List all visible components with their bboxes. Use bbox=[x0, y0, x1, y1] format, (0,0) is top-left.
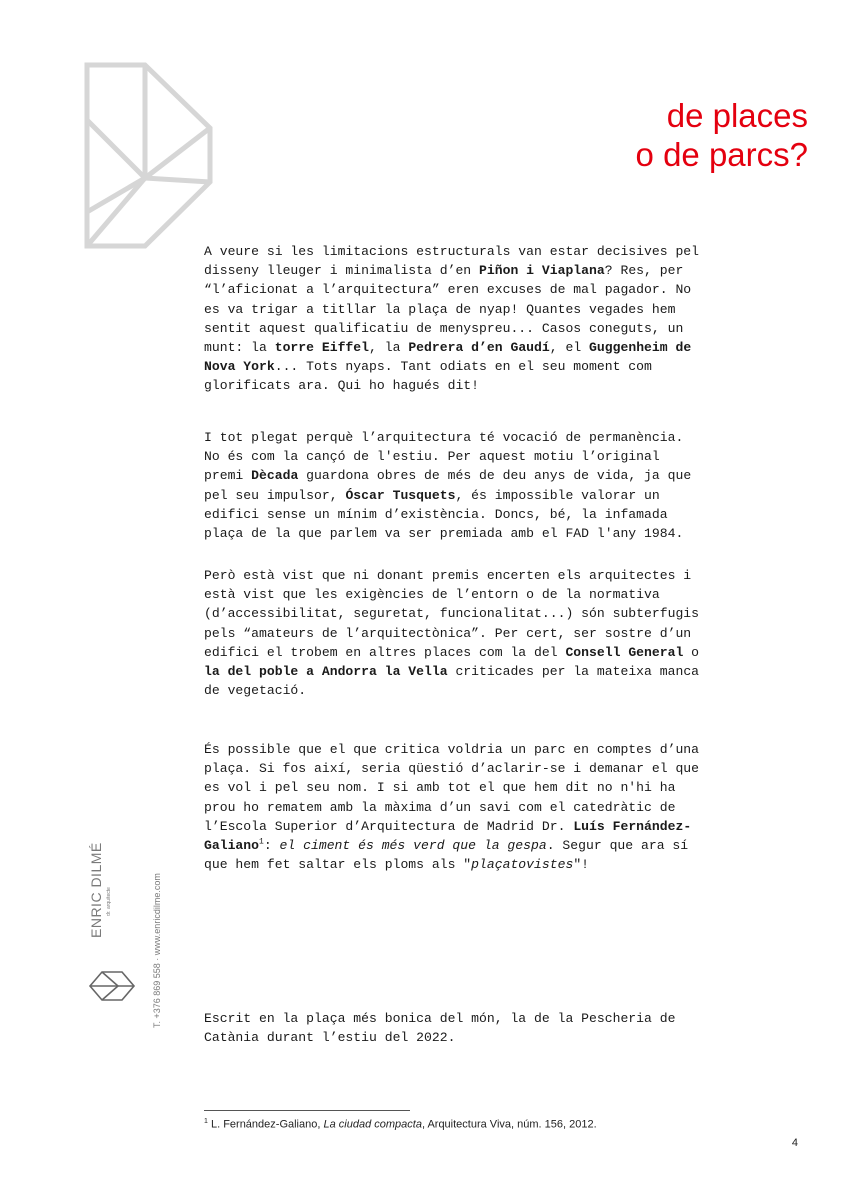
italic-text: el ciment és més verd que la gespa bbox=[279, 838, 547, 854]
text-line: es va trigar a titllar la plaça de nyap! Quantes vegades hem bbox=[204, 301, 676, 317]
text-line: que hem fet saltar els ploms als "plaçatovistes"! bbox=[204, 857, 590, 873]
text-line: Catània durant l’estiu del 2022. bbox=[204, 1030, 456, 1046]
paragraph-1 bbox=[204, 242, 699, 396]
text-line: la del poble a Andorra la Vella criticades per la mateixa manca bbox=[204, 664, 700, 680]
text-line: edifici sense un mínim d’existència. Doncs, bé, la infamada bbox=[204, 506, 668, 522]
bold-text: torre Eiffel bbox=[274, 340, 370, 356]
text-line: No és com la cançó de l'estiu. Per aquest motiu l’original bbox=[204, 449, 660, 465]
text-line: l’Escola Superior d’Arquitectura de Madrid Dr. Luís Fernández- bbox=[204, 818, 692, 834]
brand-name: ENRIC DILMÉ bbox=[88, 842, 104, 938]
contact-info: T. +376 869 558 · www.enricdilme.com bbox=[152, 873, 162, 1028]
text-line: sentit aquest qualificatiu de menyspreu... Casos coneguts, un bbox=[204, 320, 684, 336]
text-line: Escrit en la plaça més bonica del món, la de la Pescheria de bbox=[204, 1011, 676, 1026]
logo-mark-small bbox=[88, 968, 136, 1002]
page-number: 4 bbox=[791, 1137, 798, 1149]
footnote-title: La ciudad compacta bbox=[323, 1118, 422, 1131]
italic-text: plaçatovistes bbox=[471, 857, 574, 873]
paragraph-4 bbox=[204, 740, 699, 874]
bold-text: Pedrera d’en Gaudí bbox=[408, 340, 550, 356]
bold-text: Nova York bbox=[204, 359, 275, 375]
title-line-2: o de parcs? bbox=[635, 136, 808, 173]
footnote-suffix: , Arquitectura Viva, núm. 156, 2012. bbox=[421, 1118, 597, 1131]
bold-text: Óscar Tusquets bbox=[345, 487, 456, 503]
footnote bbox=[204, 1118, 597, 1131]
text-line: prou ho rematem amb la màxima d’un savi com el catedràtic de bbox=[204, 799, 676, 815]
text-line: pels “amateurs de l’arquitectònica”. Per cert, ser sostre d’un bbox=[204, 625, 692, 641]
closing-note bbox=[204, 1009, 675, 1047]
paragraph-2 bbox=[204, 428, 691, 543]
footnote-reference: 1 bbox=[259, 837, 264, 847]
text-line: pel seu impulsor, Óscar Tusquets, és impossible valorar un bbox=[204, 487, 660, 503]
text-line: Nova York... Tots nyaps. Tant odiats en el seu moment com bbox=[204, 359, 652, 375]
paragraph-3 bbox=[204, 566, 699, 700]
footnote-divider bbox=[204, 1110, 410, 1111]
bold-text: Guggenheim de bbox=[589, 340, 692, 356]
text-line: edifici el trobem en altres places com la del Consell General o bbox=[204, 644, 700, 660]
sidebar-branding bbox=[88, 840, 178, 1100]
text-line: A veure si les limitacions estructurals van estar decisives pel bbox=[204, 244, 700, 259]
text-line: “l’aficionat a l’arquitectura” eren excuses de mal pagador. No bbox=[204, 282, 692, 298]
bold-text: la del poble a Andorra la Vella bbox=[204, 664, 448, 680]
text-line: de vegetació. bbox=[204, 683, 307, 699]
text-line: disseny lleuger i minimalista d’en Piñon i Viaplana? Res, per bbox=[204, 263, 684, 279]
bold-text: Luís Fernández- bbox=[573, 818, 692, 834]
brand-subtitle: dr. arquitecte bbox=[106, 887, 112, 916]
bold-text: Piñon i Viaplana bbox=[479, 263, 605, 279]
text-line: està vist que les exigències de l’entorn o de la normativa bbox=[204, 587, 660, 603]
page-title bbox=[448, 96, 808, 174]
text-line: És possible que el que critica voldria un parc en comptes d’una bbox=[204, 742, 700, 757]
footnote-prefix: L. Fernández-Galiano, bbox=[207, 1118, 324, 1131]
bold-text: Dècada bbox=[251, 468, 299, 484]
text-line: I tot plegat perquè l’arquitectura té vocació de permanència. bbox=[204, 430, 684, 445]
text-line: plaça de la que parlem va ser premiada amb el FAD l'any 1984. bbox=[204, 526, 684, 542]
text-line: es vol i pel seu nom. I si amb tot el que hem dit no n'hi ha bbox=[204, 780, 676, 796]
bold-text: Consell General bbox=[565, 644, 684, 660]
text-line: premi Dècada guardona obres de més de deu anys de vida, ja que bbox=[204, 468, 692, 484]
text-line: plaça. Si fos així, seria qüestió d’aclarir-se i demanar el que bbox=[204, 761, 700, 777]
title-line-1: de places bbox=[666, 97, 808, 134]
text-line: Però està vist que ni donant premis encerten els arquitectes i bbox=[204, 568, 692, 583]
text-line: munt: la torre Eiffel, la Pedrera d’en Gaudí, el Guggenheim de bbox=[204, 340, 692, 356]
text-line: (d’accessibilitat, seguretat, funcionalitat...) són subterfugis bbox=[204, 606, 700, 622]
text-line: Galiano$^1$: el ciment és més verd que la gespa. Segur que ara sí bbox=[204, 837, 689, 854]
text-line: glorificats ara. Qui ho hagués dit! bbox=[204, 378, 480, 394]
bold-text: Galiano bbox=[204, 838, 260, 854]
logo-mark-large bbox=[82, 60, 214, 250]
footnote-marker: 1 bbox=[204, 1118, 208, 1125]
